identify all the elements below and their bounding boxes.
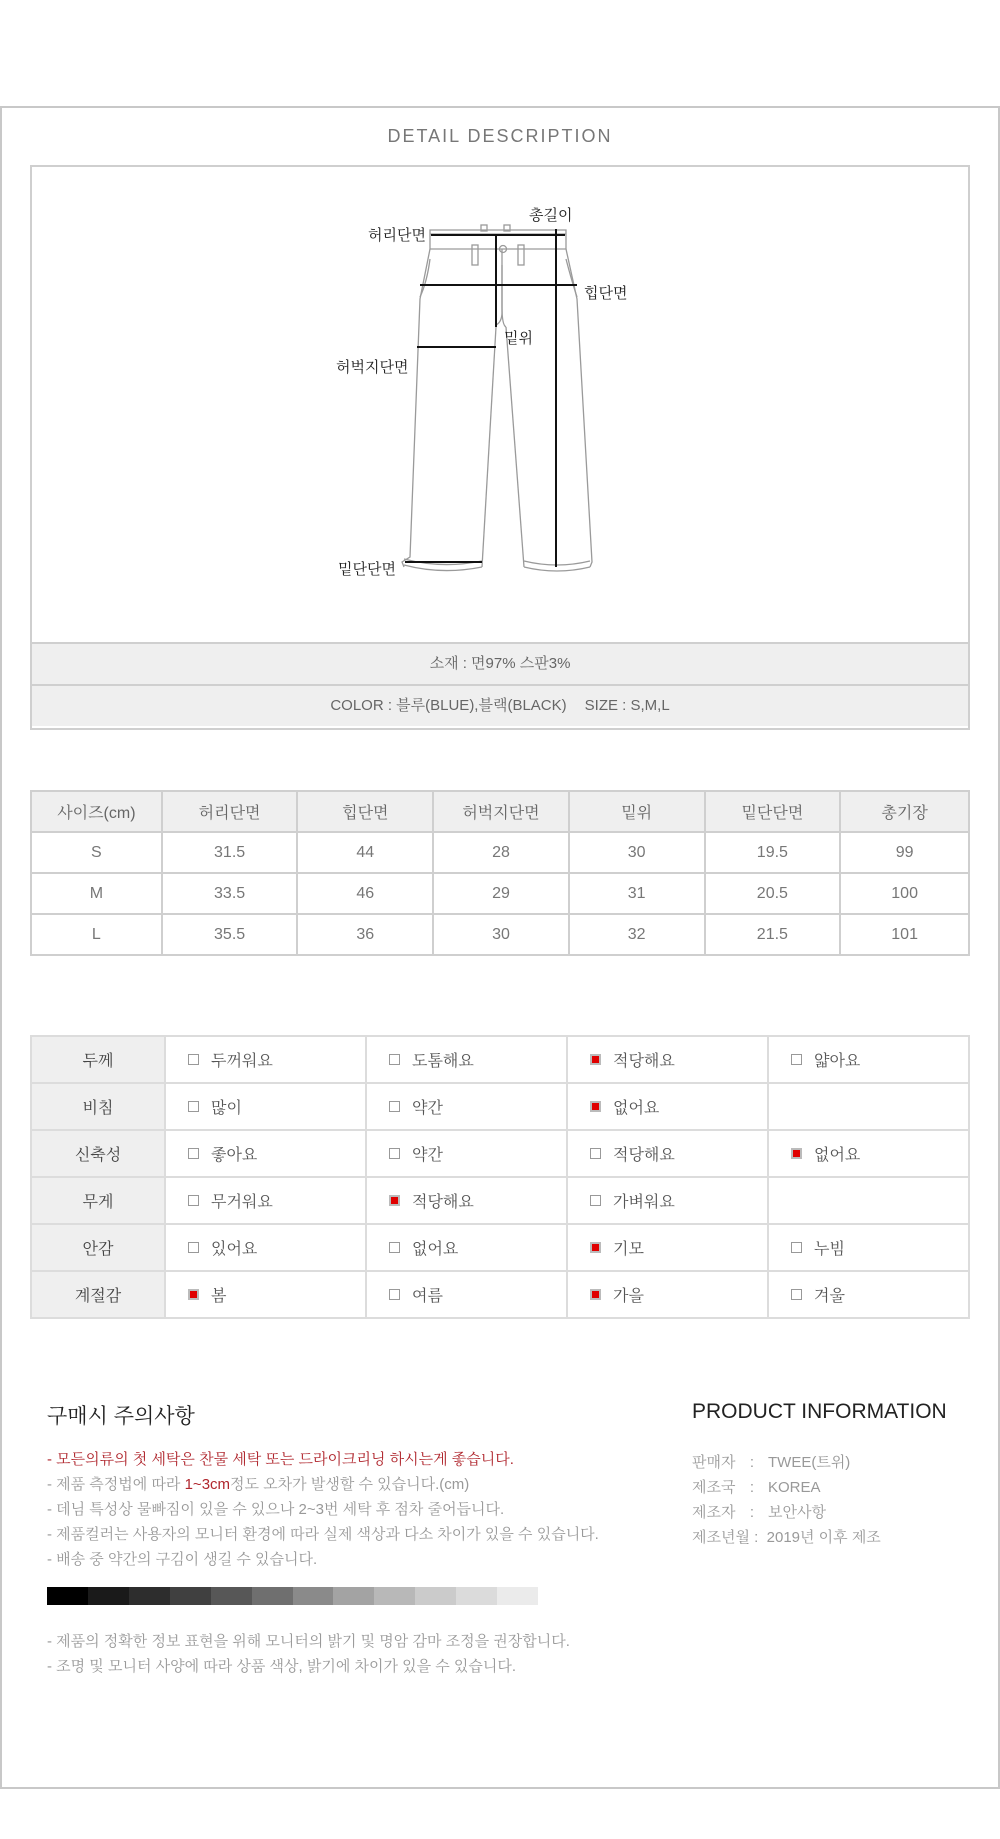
feature-option <box>165 1083 366 1130</box>
feature-option <box>567 1271 768 1318</box>
feature-option-label: 겨울 <box>814 1288 845 1305</box>
feature-option-label: 가을 <box>613 1288 644 1305</box>
feature-option <box>567 1224 768 1271</box>
unchecked-box-icon <box>188 1101 199 1112</box>
feature-row <box>31 1271 969 1318</box>
unchecked-box-icon <box>389 1148 400 1159</box>
size-header-cell: 밑단단면 <box>705 791 841 832</box>
info-value: 2019년 이후 제조 <box>766 1529 881 1546</box>
size-cell: 30 <box>569 832 705 873</box>
gray-swatch <box>211 1587 252 1605</box>
unchecked-box-icon <box>389 1054 400 1065</box>
checked-box-icon <box>791 1148 802 1159</box>
size-cell: L <box>31 914 162 955</box>
feature-option <box>165 1130 366 1177</box>
info-key: 제조년월 : <box>692 1529 759 1546</box>
feature-label: 안감 <box>31 1224 165 1271</box>
total-length-label: 총길이 <box>529 207 573 224</box>
checked-box-icon <box>590 1242 601 1253</box>
unchecked-box-icon <box>188 1242 199 1253</box>
info-colon: : <box>749 1479 755 1496</box>
checked-box-icon <box>188 1289 199 1300</box>
info-colon: : <box>749 1454 755 1471</box>
feature-label: 신축성 <box>31 1130 165 1177</box>
feature-row <box>31 1177 969 1224</box>
thigh-label: 허벅지단면 <box>336 359 409 376</box>
size-cell: 29 <box>433 873 569 914</box>
feature-option-label: 봄 <box>211 1288 227 1305</box>
size-cell: 100 <box>840 873 969 914</box>
size-cell: 28 <box>433 832 569 873</box>
feature-option <box>768 1083 969 1130</box>
size-cell: 30 <box>433 914 569 955</box>
size-header-cell: 허리단면 <box>162 791 298 832</box>
feature-label: 두께 <box>31 1036 165 1083</box>
size-header-cell: 밑위 <box>569 791 705 832</box>
feature-option <box>567 1177 768 1224</box>
note-line: - 조명 및 모니터 사양에 따라 상품 색상, 밝기에 차이가 있을 수 있습니다. <box>47 1658 517 1675</box>
waist-label: 허리단면 <box>368 227 426 244</box>
feature-option <box>768 1271 969 1318</box>
info-colon: : <box>749 1504 755 1521</box>
section-title: DETAIL DESCRIPTION <box>387 126 613 146</box>
feature-option <box>366 1083 567 1130</box>
feature-option-label: 좋아요 <box>211 1147 258 1164</box>
unchecked-box-icon <box>389 1242 400 1253</box>
feature-option-label: 누빔 <box>814 1241 845 1258</box>
feature-option-label: 도톰해요 <box>412 1053 474 1070</box>
feature-option <box>567 1036 768 1083</box>
note-line: - 제품의 정확한 정보 표현을 위해 모니터의 밝기 및 명암 감마 조정을 권장합니다. <box>47 1633 570 1650</box>
gray-swatch <box>129 1587 170 1605</box>
checked-box-icon <box>590 1289 601 1300</box>
feature-option-label: 얇아요 <box>814 1053 861 1070</box>
size-cell: 99 <box>840 832 969 873</box>
feature-label: 무게 <box>31 1177 165 1224</box>
feature-option-label: 적당해요 <box>613 1147 675 1164</box>
feature-option-label: 많이 <box>211 1100 242 1117</box>
size-cell: 19.5 <box>705 832 841 873</box>
feature-option <box>366 1036 567 1083</box>
feature-option-label: 기모 <box>613 1241 644 1258</box>
unchecked-box-icon <box>791 1289 802 1300</box>
feature-option <box>768 1036 969 1083</box>
note-text: - 제품 측정법에 따라 <box>47 1476 185 1493</box>
feature-option-label: 무거워요 <box>211 1194 273 1211</box>
feature-option-label: 없어요 <box>412 1241 459 1258</box>
table-row <box>31 832 969 873</box>
unchecked-box-icon <box>791 1054 802 1065</box>
color-text: COLOR : 블루(BLUE),블랙(BLACK) <box>330 697 567 714</box>
size-cell: 31 <box>569 873 705 914</box>
feature-option-label: 가벼워요 <box>613 1194 675 1211</box>
size-diagram <box>30 165 970 730</box>
feature-option-label: 없어요 <box>613 1100 660 1117</box>
feature-option <box>165 1036 366 1083</box>
info-value: KOREA <box>768 1479 821 1496</box>
size-cell: M <box>31 873 162 914</box>
material-text: 소재 : 면97% 스판3% <box>429 655 571 672</box>
size-cell: 32 <box>569 914 705 955</box>
note-line: - 데님 특성상 물빠짐이 있을 수 있으나 2~3번 세탁 후 점차 줄어듭니다. <box>47 1501 505 1518</box>
product-info-row <box>692 1526 881 1547</box>
feature-option <box>768 1130 969 1177</box>
size-cell: 44 <box>297 832 433 873</box>
feature-option <box>768 1177 969 1224</box>
feature-label: 계절감 <box>31 1271 165 1318</box>
note-line: - 모든의류의 첫 세탁은 찬물 세탁 또는 드라이크리닝 하시는게 좋습니다. <box>47 1451 514 1468</box>
feature-option-label: 두꺼워요 <box>211 1053 273 1070</box>
size-header-cell: 사이즈(cm) <box>31 791 162 832</box>
feature-label: 비침 <box>31 1083 165 1130</box>
info-key: 제조국 <box>692 1479 736 1496</box>
gray-swatch <box>497 1587 538 1605</box>
gray-swatch <box>252 1587 293 1605</box>
note-line: - 제품컬러는 사용자의 모니터 환경에 따라 실제 색상과 다소 차이가 있을 수 있습니다. <box>47 1526 599 1543</box>
feature-option <box>366 1130 567 1177</box>
feature-option <box>567 1083 768 1130</box>
unchecked-box-icon <box>791 1242 802 1253</box>
feature-option <box>366 1271 567 1318</box>
gray-swatch <box>293 1587 334 1605</box>
size-header-cell: 힙단면 <box>297 791 433 832</box>
size-table <box>30 790 970 956</box>
feature-option <box>165 1271 366 1318</box>
info-value: 보안사항 <box>768 1504 826 1521</box>
feature-row <box>31 1224 969 1271</box>
note-line: - 배송 중 약간의 구김이 생길 수 있습니다. <box>47 1551 318 1568</box>
color-size-row <box>32 684 968 726</box>
size-cell: 21.5 <box>705 914 841 955</box>
size-table-header <box>31 791 969 832</box>
unchecked-box-icon <box>389 1101 400 1112</box>
size-header-cell: 허벅지단면 <box>433 791 569 832</box>
gray-swatch <box>415 1587 456 1605</box>
feature-option <box>165 1177 366 1224</box>
gray-swatch <box>374 1587 415 1605</box>
feature-option-label: 있어요 <box>211 1241 258 1258</box>
unchecked-box-icon <box>590 1195 601 1206</box>
product-info-row <box>692 1501 826 1522</box>
size-cell: 20.5 <box>705 873 841 914</box>
size-header-cell: 총기장 <box>840 791 969 832</box>
size-cell: 35.5 <box>162 914 298 955</box>
gray-swatch <box>170 1587 211 1605</box>
gray-swatch <box>88 1587 129 1605</box>
note-highlight: 1~3cm <box>184 1476 231 1493</box>
checked-box-icon <box>389 1195 400 1206</box>
gray-swatch <box>333 1587 374 1605</box>
note-line <box>47 1473 469 1494</box>
checked-box-icon <box>590 1101 601 1112</box>
table-row <box>31 914 969 955</box>
unchecked-box-icon <box>188 1195 199 1206</box>
info-value: TWEE(트위) <box>768 1454 851 1471</box>
info-key: 판매자 <box>692 1454 736 1471</box>
feature-row <box>31 1036 969 1083</box>
hem-label: 밑단단면 <box>338 561 396 578</box>
notes-title: 구매시 주의사항 <box>47 1405 195 1428</box>
feature-option <box>165 1224 366 1271</box>
gray-scale-bar <box>47 1587 538 1605</box>
feature-option <box>366 1177 567 1224</box>
note-text: 정도 오차가 발생할 수 있습니다.(cm) <box>230 1476 470 1493</box>
pants-illustration <box>32 167 968 642</box>
feature-option-label: 적당해요 <box>613 1053 675 1070</box>
unchecked-box-icon <box>389 1289 400 1300</box>
unchecked-box-icon <box>188 1148 199 1159</box>
gray-swatch <box>47 1587 88 1605</box>
feature-table <box>30 1035 970 1319</box>
checked-box-icon <box>590 1054 601 1065</box>
feature-option-label: 여름 <box>412 1288 443 1305</box>
feature-row <box>31 1083 969 1130</box>
rise-label: 밑위 <box>504 330 533 347</box>
feature-option-label: 적당해요 <box>412 1194 474 1211</box>
size-cell: 46 <box>297 873 433 914</box>
gray-swatch <box>456 1587 497 1605</box>
size-cell: 33.5 <box>162 873 298 914</box>
feature-option <box>567 1130 768 1177</box>
feature-option-label: 약간 <box>412 1147 443 1164</box>
feature-option <box>768 1224 969 1271</box>
material-row <box>32 642 968 684</box>
feature-row <box>31 1130 969 1177</box>
size-cell: S <box>31 832 162 873</box>
hip-label: 힙단면 <box>584 285 628 302</box>
product-info-title: PRODUCT INFORMATION <box>692 1400 947 1423</box>
size-cell: 31.5 <box>162 832 298 873</box>
product-info-row <box>692 1476 821 1497</box>
feature-option-label: 약간 <box>412 1100 443 1117</box>
size-cell: 101 <box>840 914 969 955</box>
unchecked-box-icon <box>188 1054 199 1065</box>
feature-option-label: 없어요 <box>814 1147 861 1164</box>
table-row <box>31 873 969 914</box>
feature-option <box>366 1224 567 1271</box>
product-info-row <box>692 1451 850 1472</box>
size-text: SIZE : S,M,L <box>584 697 670 714</box>
info-key: 제조자 <box>692 1504 736 1521</box>
size-cell: 36 <box>297 914 433 955</box>
unchecked-box-icon <box>590 1148 601 1159</box>
